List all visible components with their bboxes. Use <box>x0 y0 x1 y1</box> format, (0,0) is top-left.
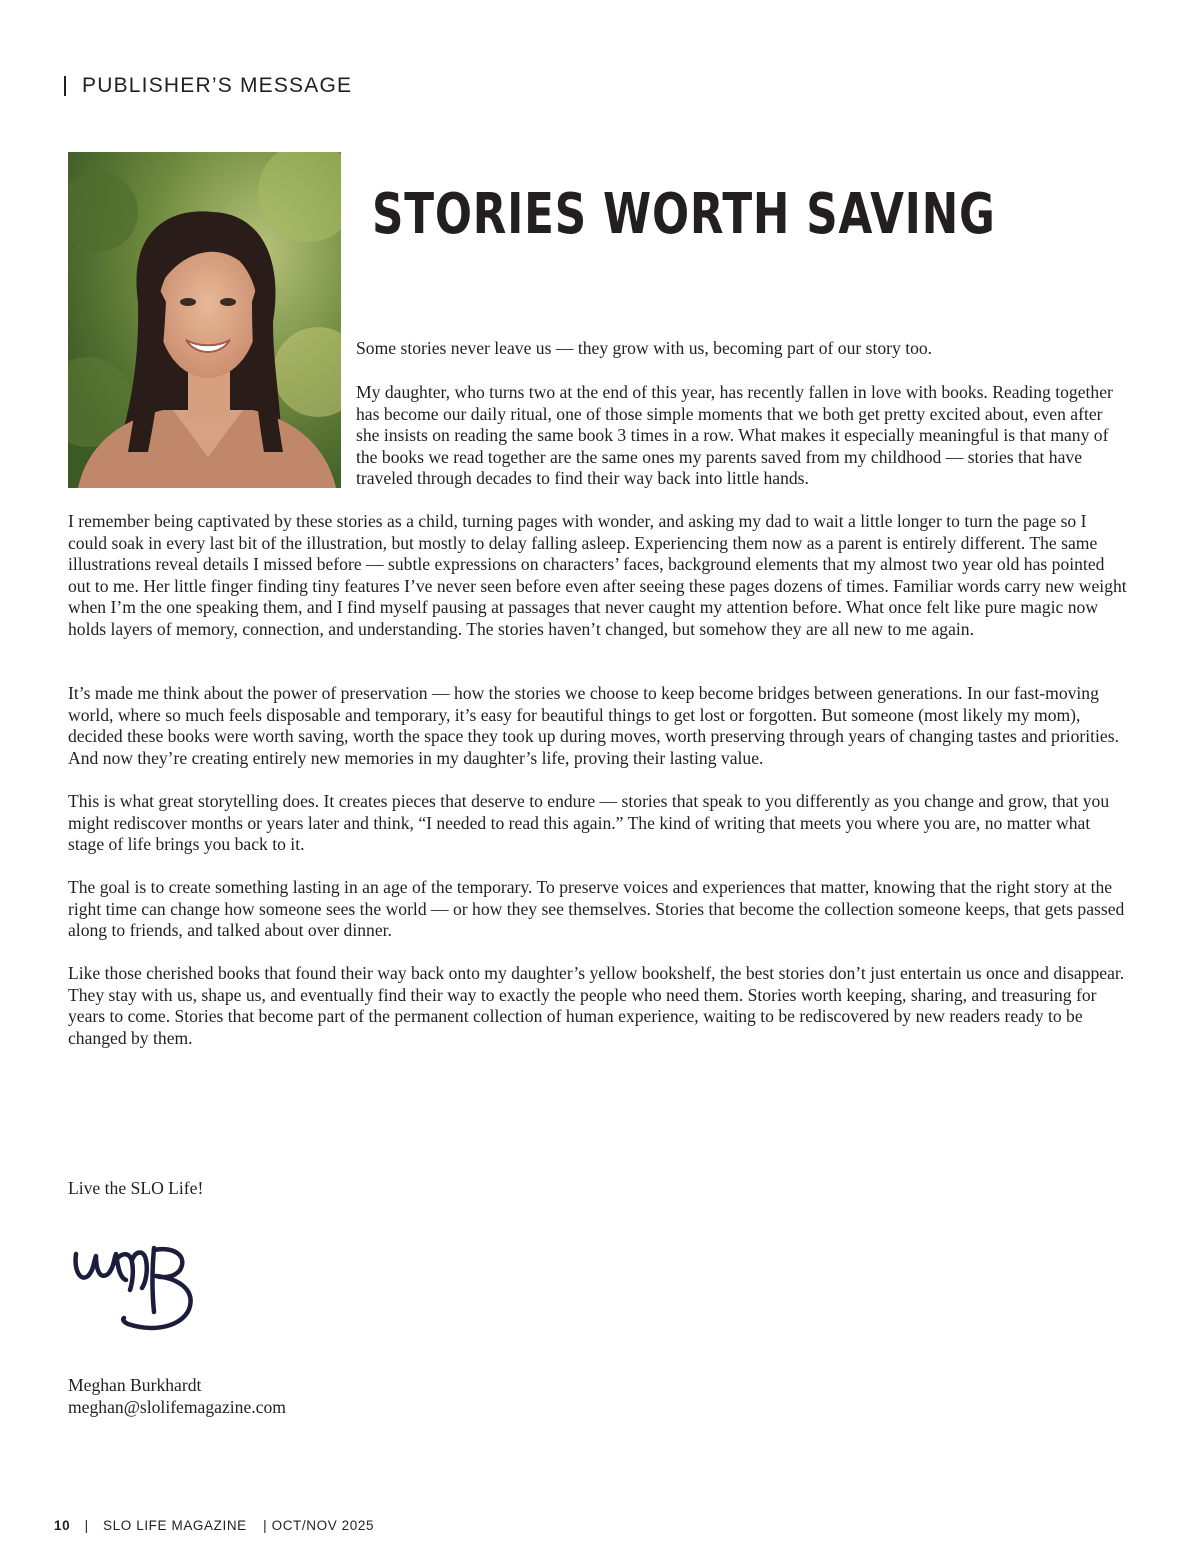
paragraph-closing: Like those cherished books that found their way back onto my daughter’s yellow bookshelf, the best stories don’t just entertain us once and disappear. They stay with us, shape us, and eventually find their way to exactly the people who need them. Stories worth keeping, sharing, and treasuring for years to come. Stories that become part of the permanent collection of human experience, waiting to be rediscovered by new readers ready to be changed by them. <box>68 963 1125 1048</box>
page-footer <box>54 1518 374 1533</box>
section-label <box>64 74 352 98</box>
paragraph-daughter: My daughter, who turns two at the end of this year, has recently fallen in love with books. Reading together has become our daily ritual, one of those simple moments that we both get pretty excited about, even after she insists on reading the same book 3 times in a row. What makes it especially meaningful is that many of the books we read together are the same ones my parents saved from my childhood — stories that have traveled through decades to find their way back into little hands. <box>356 382 1113 489</box>
paragraph-intro: Some stories never leave us — they grow with us, becoming part of our story too. <box>356 338 933 358</box>
section-label-text: PUBLISHER’S MESSAGE <box>82 74 353 97</box>
page-number: 10 <box>54 1518 71 1533</box>
footer-separator: | <box>84 1518 89 1533</box>
paragraph-storytelling: This is what great storytelling does. It creates pieces that deserve to endure — stories that speak to you differently as you change and grow, that you might rediscover months or years later and think, “I needed to read this again.” The kind of writing that meets you where you are, no matter what stage of life brings you back to it. <box>68 791 1110 855</box>
author-name: Meghan Burkhardt <box>68 1375 202 1395</box>
signoff: Live the SLO Life! <box>68 1178 204 1198</box>
signature-icon <box>70 1240 200 1340</box>
author-photo <box>68 152 341 488</box>
headline: STORIES WORTH SAVING <box>372 182 996 247</box>
author-email[interactable]: meghan@slolifemagazine.com <box>68 1397 286 1417</box>
paragraph-goal: The goal is to create something lasting in an age of the temporary. To preserve voices and experiences that matter, knowing that the right story at the right time can change how someone sees the world — or how they see themselves. Stories that become the collection someone keeps, that gets passed along to friends, and talked about over dinner. <box>68 877 1125 941</box>
magazine-name: SLO LIFE MAGAZINE <box>103 1518 247 1533</box>
paragraph-preservation: It’s made me think about the power of preservation — how the stories we choose to keep become bridges between generations. In our fast-moving world, where so much feels disposable and temporary, it’s easy for beautiful things to get lost or forgotten. But someone (most likely my mom), decided these books were worth saving, worth the space they took up during moves, worth preserving through years of changing tastes and priorities. And now they’re creating entirely new memories in my daughter’s life, proving their lasting value. <box>68 683 1119 768</box>
section-divider <box>64 76 66 96</box>
issue-date: | OCT/NOV 2025 <box>263 1518 375 1533</box>
paragraph-memories: I remember being captivated by these stories as a child, turning pages with wonder, and asking my dad to wait a little longer to turn the page so I could soak in every last bit of the illustration, but mostly to delay falling asleep. Experiencing them now as a parent is entirely different. The same illustrations reveal details I missed before — subtle expressions on characters’ faces, background elements that my almost two year old has pointed out to me. Her little finger finding tiny features I’ve never seen before even after seeing these pages dozens of times. Familiar words carry new weight when I’m the one speaking them, and I find myself pausing at passages that never caught my attention before. What once felt like pure magic now holds layers of memory, connection, and understanding. The stories haven’t changed, but somehow they are all new to me again. <box>68 511 1127 639</box>
